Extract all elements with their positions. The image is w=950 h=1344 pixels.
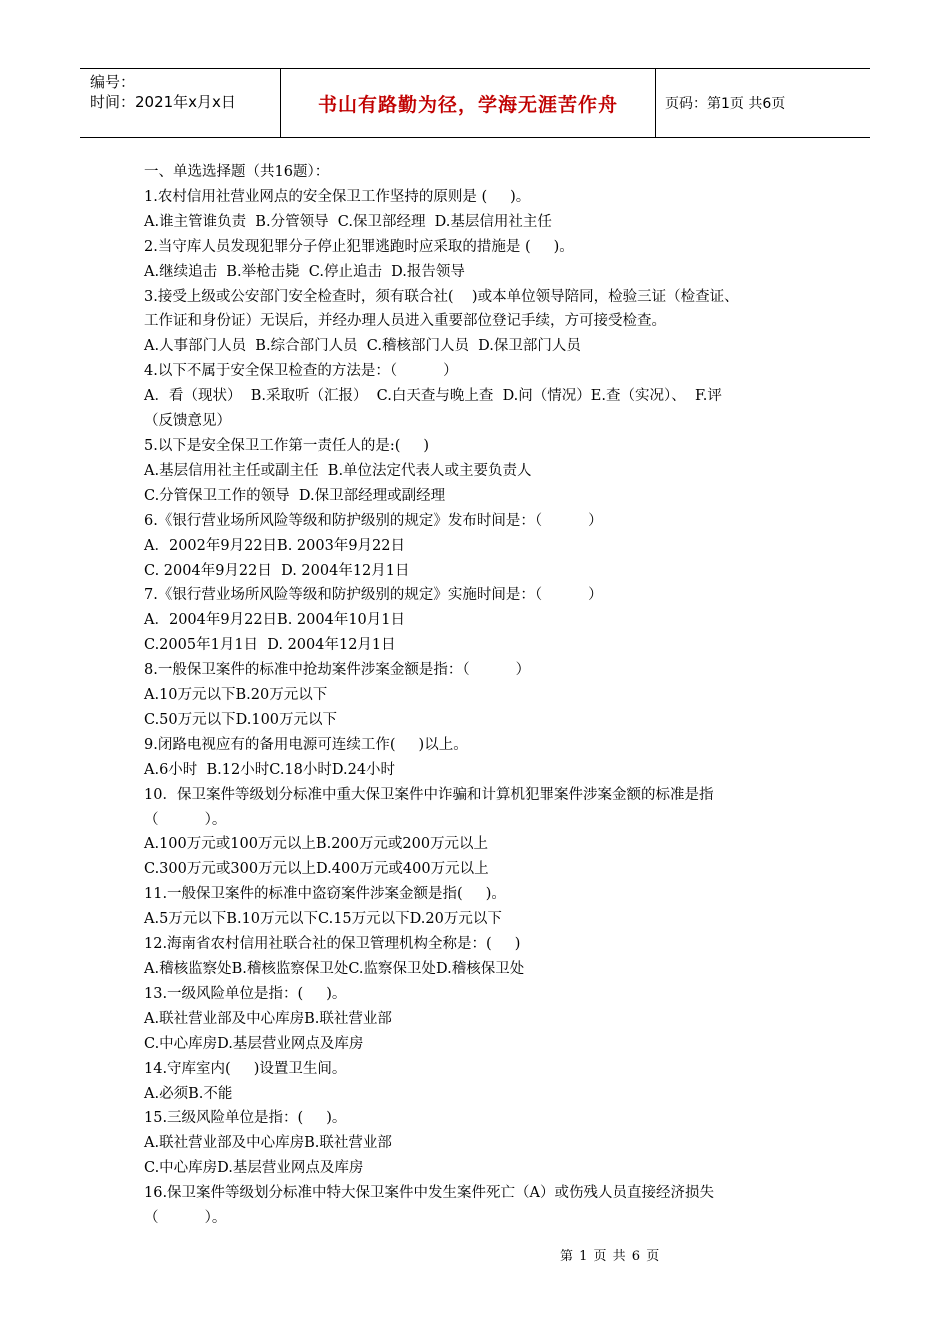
- exam-text-line: A.必须B.不能: [144, 1085, 233, 1102]
- exam-text-line: A.稽核监察处B.稽核监察保卫处C.监察保卫处D.稽核保卫处: [144, 961, 525, 977]
- exam-text-line: 11.一般保卫案件的标准中盗窃案件涉案金额是指( )。: [144, 886, 506, 903]
- header-page-info: 页码：第1页 共6页: [665, 96, 786, 112]
- exam-text-line: A.谁主管谁负责 B.分管领导 C.保卫部经理 D.基层信用社主任: [144, 213, 552, 230]
- page-header: [80, 68, 870, 138]
- exam-text-line: C.分管保卫工作的领导 D.保卫部经理或副经理: [144, 487, 446, 504]
- exam-text-line: C.中心库房D.基层营业网点及库房: [144, 1160, 364, 1177]
- exam-text-line: A．看（现状） B.采取听（汇报） C.白天查与晚上查 D.问（情况）E.查（实况）、 F.评: [144, 388, 722, 405]
- exam-text-line: A.继续追击 B.举枪击毙 C.停止追击 D.报告领导: [144, 263, 465, 280]
- exam-text-line: 工作证和身份证）无误后，并经办理人员进入重要部位登记手续，方可接受检查。: [144, 313, 666, 330]
- exam-text-line: （反馈意见）: [144, 413, 231, 430]
- header-left-cell: [80, 69, 280, 137]
- header-page-cell: [655, 69, 870, 137]
- section-heading: 一、单选选择题（共16题）：: [144, 164, 330, 180]
- exam-text-line: 6.《银行营业场所风险等级和防护级别的规定》发布时间是：（ ）: [144, 512, 603, 529]
- exam-text-line: 15.三级风险单位是指：( )。: [144, 1110, 347, 1127]
- document-number-label: 编号：: [90, 73, 136, 91]
- exam-text-line: 10．保卫案件等级划分标准中重大保卫案件中诈骗和计算机犯罪案件涉案金额的标准是指: [144, 786, 714, 803]
- exam-text-line: 13.一级风险单位是指：( )。: [144, 985, 347, 1002]
- document-date-label: 时间：2021年x月x日: [90, 93, 236, 111]
- exam-text-line: C. 2004年9月22日 D. 2004年12月1日: [144, 562, 410, 579]
- exam-text-line: A.6小时 B.12小时C.18小时D.24小时: [144, 761, 396, 778]
- exam-text-line: C.300万元或300万元以上D.400万元或400万元以上: [144, 861, 489, 878]
- exam-text-line: 8.一般保卫案件的标准中抢劫案件涉案金额是指：（ ）: [144, 662, 531, 679]
- exam-content: [144, 160, 824, 1231]
- exam-text-line: A.联社营业部及中心库房B.联社营业部: [144, 1010, 392, 1027]
- exam-text-line: A.100万元或100万元以上B.200万元或200万元以上: [144, 836, 489, 853]
- exam-text-line: A.联社营业部及中心库房B.联社营业部: [144, 1135, 392, 1152]
- exam-text-line: 1.农村信用社营业网点的安全保卫工作坚持的原则是 ( )。: [144, 188, 531, 205]
- exam-text-line: （ ）。: [144, 1210, 227, 1227]
- exam-text-line: A.5万元以下B.10万元以下C.15万元以下D.20万元以下: [144, 911, 502, 928]
- exam-text-line: 4.以下不属于安全保卫检查的方法是：（ ）: [144, 363, 458, 380]
- exam-text-line: A.人事部门人员 B.综合部门人员 C.稽核部门人员 D.保卫部门人员: [144, 338, 581, 355]
- exam-text-line: 12.海南省农村信用社联合社的保卫管理机构全称是：( ): [144, 936, 521, 953]
- exam-text-line: 2.当守库人员发现犯罪分子停止犯罪逃跑时应采取的措施是 ( )。: [144, 238, 574, 255]
- exam-text-line: A.10万元以下B.20万元以下: [144, 687, 328, 704]
- exam-text-line: 3.接受上级或公安部门安全检查时，须有联合社( )或本单位领导陪同，检验三证（检查证、: [144, 288, 739, 305]
- exam-text-line: C.2005年1月1日 D. 2004年12月1日: [144, 637, 396, 654]
- header-motto: 书山有路勤为径，学海无涯苦作舟: [317, 93, 618, 116]
- exam-text-line: 16.保卫案件等级划分标准中特大保卫案件中发生案件死亡（A）或伤残人员直接经济损失: [144, 1185, 715, 1202]
- exam-text-line: 9.闭路电视应有的备用电源可连续工作( )以上。: [144, 736, 468, 753]
- exam-text-line: C.50万元以下D.100万元以下: [144, 711, 338, 728]
- exam-text-line: C.中心库房D.基层营业网点及库房: [144, 1035, 364, 1052]
- exam-text-line: （ ）。: [144, 811, 227, 828]
- exam-text-line: 7.《银行营业场所风险等级和防护级别的规定》实施时间是：（ ）: [144, 587, 603, 604]
- exam-text-line: A.基层信用社主任或副主任 B.单位法定代表人或主要负责人: [144, 462, 532, 479]
- header-motto-cell: [280, 69, 656, 137]
- exam-text-line: 14.守库室内( )设置卫生间。: [144, 1060, 347, 1077]
- page-footer: 第 1 页 共 6 页: [560, 1249, 661, 1264]
- exam-text-line: 5.以下是安全保卫工作第一责任人的是:( ): [144, 437, 430, 454]
- exam-text-line: A．2004年9月22日B. 2004年10月1日: [144, 612, 405, 629]
- exam-text-line: A．2002年9月22日B. 2003年9月22日: [144, 537, 405, 554]
